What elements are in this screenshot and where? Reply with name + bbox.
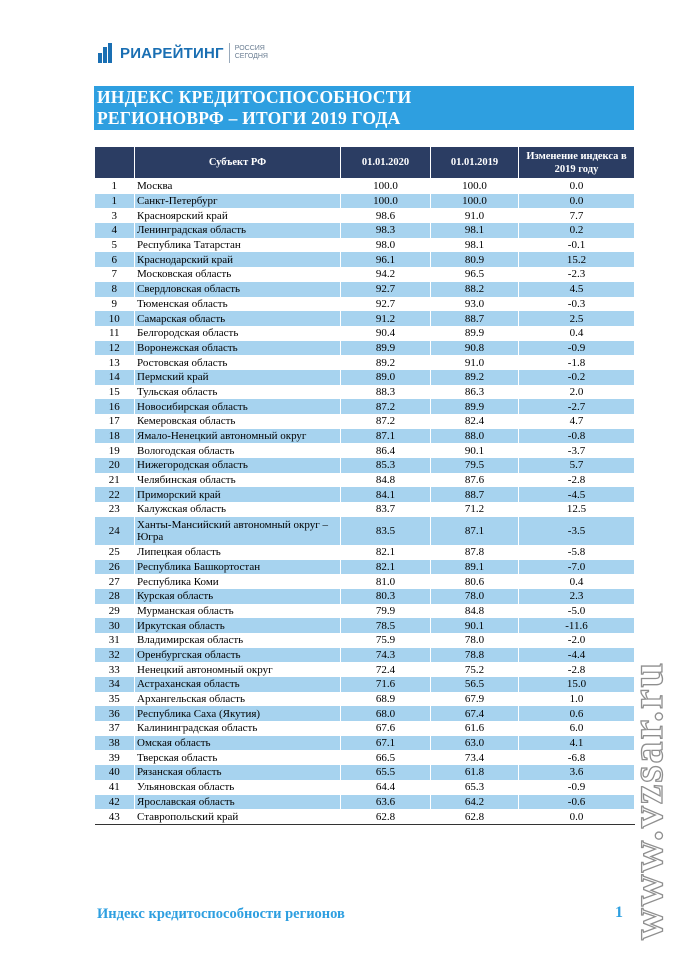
change-cell: 0.6 — [519, 706, 635, 721]
index-2019-cell: 56.5 — [431, 677, 519, 692]
index-2019-cell: 79.5 — [431, 458, 519, 473]
index-2019-cell: 98.1 — [431, 223, 519, 238]
subject-cell: Ростовская область — [135, 355, 341, 370]
document-title — [94, 86, 634, 130]
subject-cell: Тверская область — [135, 750, 341, 765]
index-2019-cell: 90.8 — [431, 341, 519, 356]
rank-cell: 41 — [95, 780, 135, 795]
rank-cell: 40 — [95, 765, 135, 780]
change-cell: 15.2 — [519, 252, 635, 267]
change-cell: -0.2 — [519, 370, 635, 385]
index-2019-cell: 64.2 — [431, 795, 519, 810]
rank-cell: 27 — [95, 574, 135, 589]
table-row — [95, 194, 635, 209]
change-cell: 15.0 — [519, 677, 635, 692]
index-2019-cell: 89.9 — [431, 399, 519, 414]
index-2020-cell: 85.3 — [341, 458, 431, 473]
logo-divider — [229, 43, 230, 63]
logo-subtitle — [235, 45, 268, 61]
change-cell: 2.0 — [519, 385, 635, 400]
change-cell: -5.8 — [519, 545, 635, 560]
table-body — [95, 179, 635, 825]
subject-cell: Липецкая область — [135, 545, 341, 560]
index-2020-cell: 63.6 — [341, 795, 431, 810]
index-2020-cell: 68.0 — [341, 706, 431, 721]
rank-cell: 1 — [95, 194, 135, 209]
subject-cell: Республика Татарстан — [135, 238, 341, 253]
table-row — [95, 267, 635, 282]
table-row — [95, 502, 635, 517]
subject-cell: Воронежская область — [135, 341, 341, 356]
change-cell: 2.3 — [519, 589, 635, 604]
title-line1: ИНДЕКС КРЕДИТОСПОСОБНОСТИ — [97, 87, 412, 107]
index-2019-cell: 90.1 — [431, 618, 519, 633]
subject-cell: Красноярский край — [135, 208, 341, 223]
change-cell: 0.2 — [519, 223, 635, 238]
table-row — [95, 414, 635, 429]
subject-cell: Тюменская область — [135, 297, 341, 312]
index-2020-cell: 90.4 — [341, 326, 431, 341]
subject-cell: Архангельская область — [135, 692, 341, 707]
table-row — [95, 809, 635, 824]
rank-cell: 1 — [95, 179, 135, 194]
index-2019-cell: 62.8 — [431, 809, 519, 824]
rank-cell: 14 — [95, 370, 135, 385]
change-cell: 2.5 — [519, 311, 635, 326]
change-cell: -11.6 — [519, 618, 635, 633]
index-2019-cell: 80.6 — [431, 574, 519, 589]
index-2020-cell: 98.6 — [341, 208, 431, 223]
table-row — [95, 326, 635, 341]
watermark: www.vzsar.ru — [623, 660, 672, 940]
bar-chart-icon — [98, 43, 116, 63]
rank-cell: 13 — [95, 355, 135, 370]
rank-cell: 9 — [95, 297, 135, 312]
index-2020-cell: 78.5 — [341, 618, 431, 633]
subject-cell: Ульяновская область — [135, 780, 341, 795]
subject-cell: Республика Саха (Якутия) — [135, 706, 341, 721]
credit-index-table — [94, 146, 635, 825]
index-2019-cell: 87.8 — [431, 545, 519, 560]
index-2020-cell: 62.8 — [341, 809, 431, 824]
index-2019-cell: 84.8 — [431, 604, 519, 619]
change-cell: 0.4 — [519, 326, 635, 341]
rank-cell: 20 — [95, 458, 135, 473]
index-2020-cell: 81.0 — [341, 574, 431, 589]
index-2020-cell: 91.2 — [341, 311, 431, 326]
table-row — [95, 721, 635, 736]
index-2020-cell: 98.3 — [341, 223, 431, 238]
index-2019-cell: 89.9 — [431, 326, 519, 341]
rank-cell: 37 — [95, 721, 135, 736]
table-row — [95, 429, 635, 444]
index-2019-cell: 80.9 — [431, 252, 519, 267]
rank-cell: 26 — [95, 560, 135, 575]
subject-cell: Республика Башкортостан — [135, 560, 341, 575]
index-2020-cell: 64.4 — [341, 780, 431, 795]
index-2019-cell: 100.0 — [431, 179, 519, 194]
index-2020-cell: 71.6 — [341, 677, 431, 692]
table-row — [95, 692, 635, 707]
table-header-row — [95, 147, 635, 179]
change-cell: -2.7 — [519, 399, 635, 414]
subject-cell: Ставропольский край — [135, 809, 341, 824]
table-row — [95, 648, 635, 663]
rank-cell: 3 — [95, 208, 135, 223]
index-2019-cell: 87.6 — [431, 473, 519, 488]
rank-cell: 32 — [95, 648, 135, 663]
change-cell: -0.9 — [519, 341, 635, 356]
change-cell: -6.8 — [519, 750, 635, 765]
index-2020-cell: 87.2 — [341, 399, 431, 414]
index-2020-cell: 96.1 — [341, 252, 431, 267]
logo-sub-line1: РОССИЯ — [234, 45, 265, 52]
header-rank — [95, 147, 135, 179]
subject-cell: Владимирская область — [135, 633, 341, 648]
rank-cell: 5 — [95, 238, 135, 253]
index-2020-cell: 82.1 — [341, 560, 431, 575]
index-2020-cell: 98.0 — [341, 238, 431, 253]
rank-cell: 43 — [95, 809, 135, 824]
table-row — [95, 458, 635, 473]
rank-cell: 36 — [95, 706, 135, 721]
logo-name: РИАРЕЙТИНГ — [120, 44, 224, 62]
ria-rating-logo — [98, 42, 268, 64]
index-2020-cell: 84.1 — [341, 487, 431, 502]
change-cell: 6.0 — [519, 721, 635, 736]
rank-cell: 25 — [95, 545, 135, 560]
index-2020-cell: 83.7 — [341, 502, 431, 517]
table-row — [95, 341, 635, 356]
title-line2: РЕГИОНОВРФ – ИТОГИ 2019 ГОДА — [97, 108, 401, 128]
subject-cell: Московская область — [135, 267, 341, 282]
header-2020: 01.01.2020 — [341, 147, 431, 179]
change-cell: 4.7 — [519, 414, 635, 429]
rank-cell: 8 — [95, 282, 135, 297]
index-2019-cell: 87.1 — [431, 517, 519, 545]
index-2020-cell: 86.4 — [341, 443, 431, 458]
index-2019-cell: 90.1 — [431, 443, 519, 458]
index-2019-cell: 91.0 — [431, 208, 519, 223]
index-2019-cell: 89.2 — [431, 370, 519, 385]
change-cell: 5.7 — [519, 458, 635, 473]
change-cell: -0.9 — [519, 780, 635, 795]
subject-cell: Ненецкий автономный округ — [135, 662, 341, 677]
table-row — [95, 487, 635, 502]
table-row — [95, 370, 635, 385]
index-2019-cell: 93.0 — [431, 297, 519, 312]
change-cell: 0.4 — [519, 574, 635, 589]
table-row — [95, 589, 635, 604]
subject-cell: Иркутская область — [135, 618, 341, 633]
index-2019-cell: 96.5 — [431, 267, 519, 282]
rank-cell: 29 — [95, 604, 135, 619]
header-subject: Субъект РФ — [135, 147, 341, 179]
change-cell: 7.7 — [519, 208, 635, 223]
table-row — [95, 677, 635, 692]
change-cell: -2.8 — [519, 473, 635, 488]
table-row — [95, 311, 635, 326]
rank-cell: 6 — [95, 252, 135, 267]
subject-cell: Рязанская область — [135, 765, 341, 780]
logo-sub-line2: СЕГОДНЯ — [234, 53, 268, 60]
change-cell: 12.5 — [519, 502, 635, 517]
table-row — [95, 443, 635, 458]
table-row — [95, 223, 635, 238]
table-row — [95, 252, 635, 267]
subject-cell: Санкт-Петербург — [135, 194, 341, 209]
change-cell: 4.1 — [519, 736, 635, 751]
index-2020-cell: 87.2 — [341, 414, 431, 429]
subject-cell: Омская область — [135, 736, 341, 751]
rank-cell: 34 — [95, 677, 135, 692]
change-cell: 0.0 — [519, 179, 635, 194]
change-cell: 4.5 — [519, 282, 635, 297]
table-row — [95, 780, 635, 795]
index-2020-cell: 88.3 — [341, 385, 431, 400]
subject-cell: Тульская область — [135, 385, 341, 400]
rank-cell: 11 — [95, 326, 135, 341]
index-2019-cell: 98.1 — [431, 238, 519, 253]
index-2020-cell: 66.5 — [341, 750, 431, 765]
table-row — [95, 355, 635, 370]
table-row — [95, 750, 635, 765]
index-2020-cell: 79.9 — [341, 604, 431, 619]
subject-cell: Москва — [135, 179, 341, 194]
index-2019-cell: 67.4 — [431, 706, 519, 721]
table-row — [95, 208, 635, 223]
table-row — [95, 238, 635, 253]
table-row — [95, 399, 635, 414]
change-cell: 1.0 — [519, 692, 635, 707]
table-row — [95, 545, 635, 560]
subject-cell: Вологодская область — [135, 443, 341, 458]
rank-cell: 18 — [95, 429, 135, 444]
subject-cell: Ленинградская область — [135, 223, 341, 238]
change-cell: -5.0 — [519, 604, 635, 619]
rank-cell: 15 — [95, 385, 135, 400]
change-cell: -3.7 — [519, 443, 635, 458]
rank-cell: 42 — [95, 795, 135, 810]
rank-cell: 19 — [95, 443, 135, 458]
index-2020-cell: 75.9 — [341, 633, 431, 648]
subject-cell: Калужская область — [135, 502, 341, 517]
table-row — [95, 604, 635, 619]
subject-cell: Ямало-Ненецкий автономный округ — [135, 429, 341, 444]
change-cell: 0.0 — [519, 809, 635, 824]
change-cell: -0.8 — [519, 429, 635, 444]
subject-cell: Курская область — [135, 589, 341, 604]
index-2019-cell: 71.2 — [431, 502, 519, 517]
index-2020-cell: 65.5 — [341, 765, 431, 780]
change-cell: -0.3 — [519, 297, 635, 312]
subject-cell: Нижегородская область — [135, 458, 341, 473]
index-2020-cell: 82.1 — [341, 545, 431, 560]
index-2020-cell: 67.1 — [341, 736, 431, 751]
index-2019-cell: 82.4 — [431, 414, 519, 429]
change-cell: -2.0 — [519, 633, 635, 648]
table-row — [95, 560, 635, 575]
subject-cell: Краснодарский край — [135, 252, 341, 267]
index-2020-cell: 83.5 — [341, 517, 431, 545]
rank-cell: 4 — [95, 223, 135, 238]
index-2019-cell: 61.6 — [431, 721, 519, 736]
index-2020-cell: 92.7 — [341, 297, 431, 312]
change-cell: -4.5 — [519, 487, 635, 502]
change-cell: -0.6 — [519, 795, 635, 810]
index-2020-cell: 100.0 — [341, 194, 431, 209]
table-row — [95, 736, 635, 751]
subject-cell: Самарская область — [135, 311, 341, 326]
table-row — [95, 765, 635, 780]
subject-cell: Новосибирская область — [135, 399, 341, 414]
rank-cell: 10 — [95, 311, 135, 326]
change-cell: 0.0 — [519, 194, 635, 209]
subject-cell: Оренбургская область — [135, 648, 341, 663]
table-row — [95, 282, 635, 297]
table-row — [95, 574, 635, 589]
table-row — [95, 297, 635, 312]
index-2020-cell: 68.9 — [341, 692, 431, 707]
change-cell: -3.5 — [519, 517, 635, 545]
rank-cell: 12 — [95, 341, 135, 356]
index-2019-cell: 88.7 — [431, 487, 519, 502]
index-2020-cell: 94.2 — [341, 267, 431, 282]
index-2020-cell: 89.0 — [341, 370, 431, 385]
subject-cell: Ханты-Мансийский автономный округ – Югра — [135, 517, 341, 545]
table-row — [95, 385, 635, 400]
index-2020-cell: 100.0 — [341, 179, 431, 194]
subject-cell: Астраханская область — [135, 677, 341, 692]
index-2019-cell: 67.9 — [431, 692, 519, 707]
index-2020-cell: 80.3 — [341, 589, 431, 604]
index-2019-cell: 89.1 — [431, 560, 519, 575]
table-row — [95, 618, 635, 633]
rank-cell: 24 — [95, 517, 135, 545]
index-2019-cell: 75.2 — [431, 662, 519, 677]
table-row — [95, 706, 635, 721]
index-2020-cell: 84.8 — [341, 473, 431, 488]
rank-cell: 21 — [95, 473, 135, 488]
index-2020-cell: 74.3 — [341, 648, 431, 663]
rank-cell: 31 — [95, 633, 135, 648]
rank-cell: 7 — [95, 267, 135, 282]
subject-cell: Мурманская область — [135, 604, 341, 619]
index-2020-cell: 92.7 — [341, 282, 431, 297]
rank-cell: 30 — [95, 618, 135, 633]
subject-cell: Белгородская область — [135, 326, 341, 341]
subject-cell: Кемеровская область — [135, 414, 341, 429]
change-cell: -2.3 — [519, 267, 635, 282]
subject-cell: Калининградская область — [135, 721, 341, 736]
rank-cell: 22 — [95, 487, 135, 502]
rank-cell: 23 — [95, 502, 135, 517]
index-2019-cell: 63.0 — [431, 736, 519, 751]
subject-cell: Челябинская область — [135, 473, 341, 488]
index-2019-cell: 65.3 — [431, 780, 519, 795]
index-2019-cell: 88.0 — [431, 429, 519, 444]
change-cell: -2.8 — [519, 662, 635, 677]
index-2019-cell: 100.0 — [431, 194, 519, 209]
index-2020-cell: 89.2 — [341, 355, 431, 370]
footer-title: Индекс кредитоспособности регионов — [97, 906, 345, 922]
index-2019-cell: 86.3 — [431, 385, 519, 400]
change-cell: -4.4 — [519, 648, 635, 663]
rank-cell: 16 — [95, 399, 135, 414]
page-number: 1 — [615, 904, 623, 921]
rank-cell: 28 — [95, 589, 135, 604]
table-row — [95, 662, 635, 677]
index-2019-cell: 88.2 — [431, 282, 519, 297]
index-2020-cell: 87.1 — [341, 429, 431, 444]
change-cell: -0.1 — [519, 238, 635, 253]
table-row — [95, 795, 635, 810]
header-2019: 01.01.2019 — [431, 147, 519, 179]
subject-cell: Республика Коми — [135, 574, 341, 589]
index-2019-cell: 61.8 — [431, 765, 519, 780]
rank-cell: 35 — [95, 692, 135, 707]
change-cell: 3.6 — [519, 765, 635, 780]
subject-cell: Пермский край — [135, 370, 341, 385]
subject-cell: Ярославская область — [135, 795, 341, 810]
subject-cell: Свердловская область — [135, 282, 341, 297]
rank-cell: 17 — [95, 414, 135, 429]
index-2019-cell: 78.0 — [431, 589, 519, 604]
table-row — [95, 517, 635, 545]
table-row — [95, 179, 635, 194]
rank-cell: 39 — [95, 750, 135, 765]
index-2020-cell: 67.6 — [341, 721, 431, 736]
subject-cell: Приморский край — [135, 487, 341, 502]
table-row — [95, 633, 635, 648]
header-change: Изменение индекса в 2019 году — [519, 147, 635, 179]
index-2020-cell: 72.4 — [341, 662, 431, 677]
change-cell: -1.8 — [519, 355, 635, 370]
rank-cell: 33 — [95, 662, 135, 677]
index-2020-cell: 89.9 — [341, 341, 431, 356]
table-row — [95, 473, 635, 488]
index-2019-cell: 88.7 — [431, 311, 519, 326]
index-2019-cell: 78.0 — [431, 633, 519, 648]
index-2019-cell: 91.0 — [431, 355, 519, 370]
index-2019-cell: 78.8 — [431, 648, 519, 663]
rank-cell: 38 — [95, 736, 135, 751]
change-cell: -7.0 — [519, 560, 635, 575]
index-2019-cell: 73.4 — [431, 750, 519, 765]
